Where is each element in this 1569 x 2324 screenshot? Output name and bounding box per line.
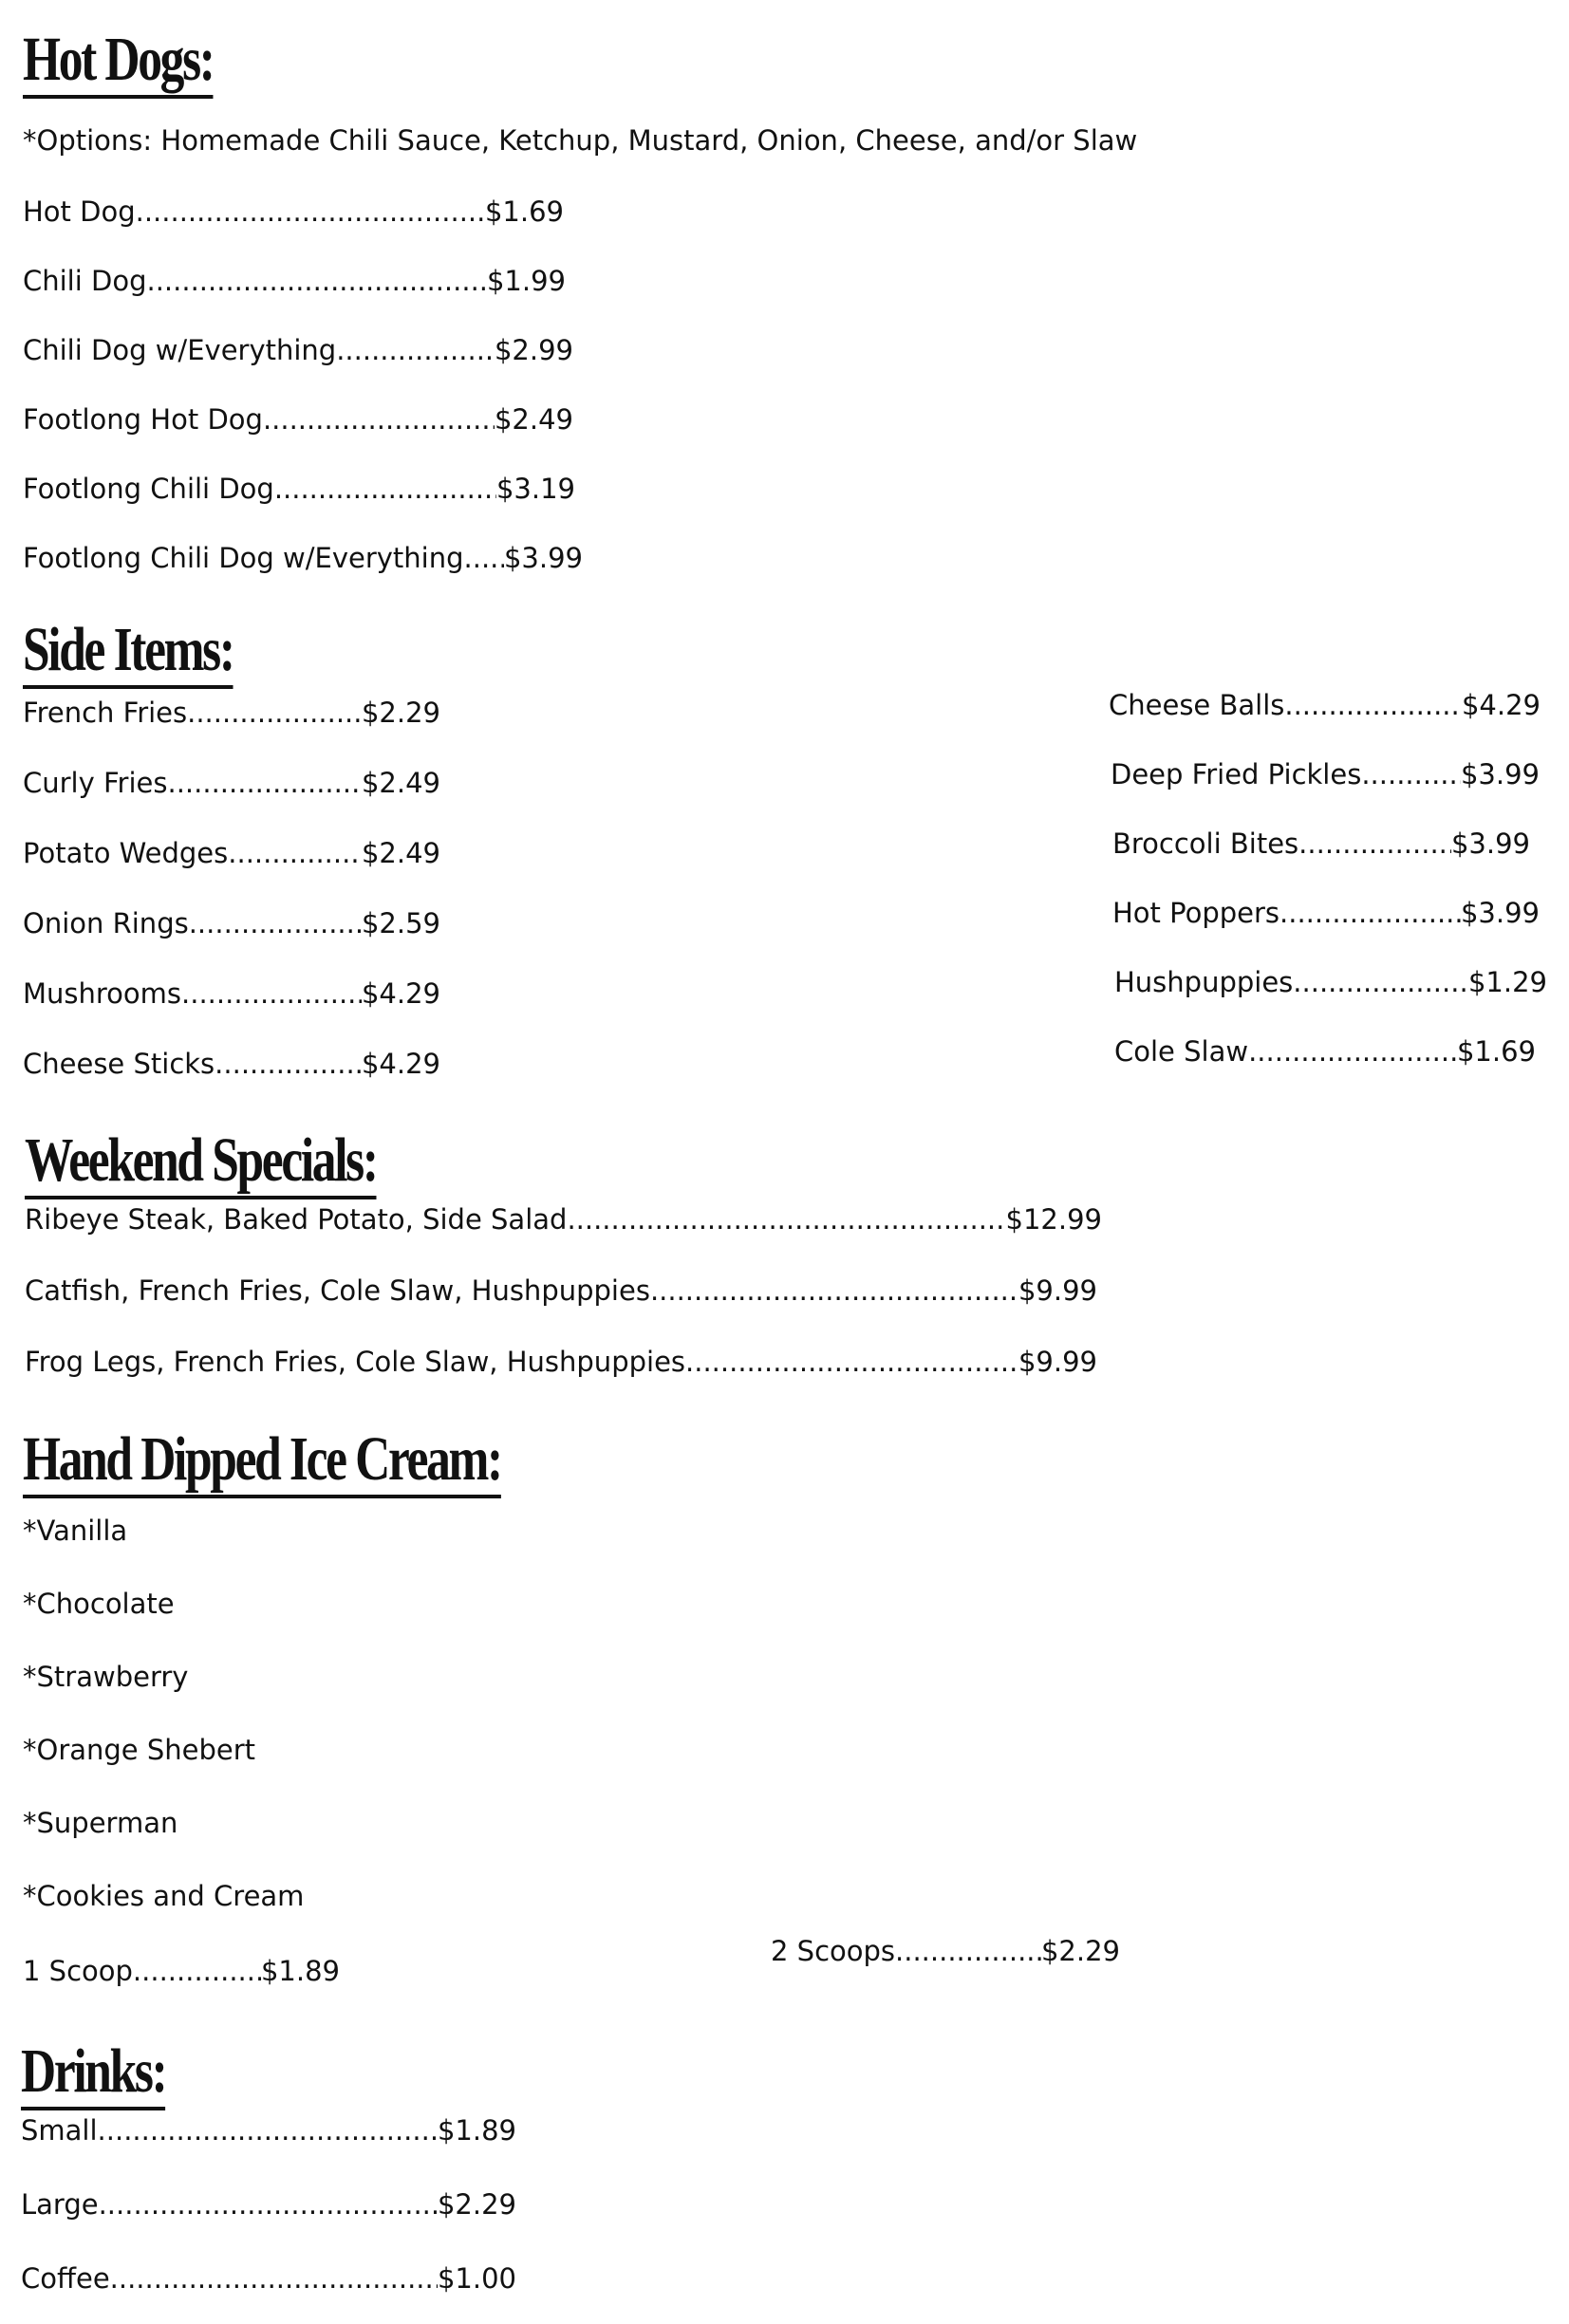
flavor-item: *Vanilla — [23, 1515, 128, 1547]
item-price: $3.99 — [503, 542, 583, 574]
menu-item — [23, 336, 573, 366]
item-name: Footlong Hot Dog — [23, 403, 263, 436]
item-name: Ribeye Steak, Baked Potato, Side Salad — [25, 1203, 568, 1236]
item-price: $2.49 — [361, 837, 440, 869]
menu-item — [23, 698, 440, 729]
weekend-specials-heading: Weekend Specials: — [25, 1129, 377, 1199]
item-price: $4.29 — [361, 1048, 440, 1080]
item-price: $2.49 — [361, 767, 440, 799]
menu-item — [23, 474, 575, 505]
item-name: Onion Rings — [23, 907, 189, 939]
menu-item — [21, 2190, 516, 2221]
item-name: Small — [21, 2114, 98, 2147]
item-name: Broccoli Bites — [1112, 827, 1299, 860]
item-name: Hot Poppers — [1112, 897, 1280, 929]
ice-cream-heading: Hand Dipped Ice Cream: — [23, 1428, 501, 1498]
item-price: $1.69 — [1456, 1035, 1536, 1068]
item-price: $4.29 — [1461, 689, 1541, 721]
item-price: $2.49 — [494, 403, 573, 436]
menu-item — [23, 909, 440, 939]
menu-item — [23, 839, 440, 869]
item-price: $2.29 — [1040, 1935, 1120, 1967]
item-name: Chili Dog w/Everything — [23, 334, 337, 366]
item-name: Hushpuppies — [1114, 966, 1294, 998]
item-price: $1.99 — [486, 265, 566, 297]
item-name: Mushrooms — [23, 977, 182, 1010]
item-name: Footlong Chili Dog — [23, 473, 274, 505]
item-price: $3.19 — [495, 473, 575, 505]
menu-item — [1112, 899, 1540, 929]
item-name: Cole Slaw — [1114, 1035, 1249, 1068]
item-price: $12.99 — [1005, 1203, 1102, 1236]
menu-item — [23, 1050, 440, 1080]
flavor-item: *Superman — [23, 1807, 178, 1839]
item-price: $3.99 — [1460, 897, 1540, 929]
drinks-heading: Drinks: — [21, 2040, 165, 2110]
flavor-item: *Orange Shebert — [23, 1734, 256, 1766]
item-name: Cheese Balls — [1109, 689, 1285, 721]
menu-item — [1109, 691, 1541, 721]
item-name: Footlong Chili Dog w/Everything — [23, 542, 464, 574]
item-name: Large — [21, 2188, 99, 2221]
menu-item — [1114, 1037, 1536, 1068]
item-name: Chili Dog — [23, 265, 147, 297]
item-price: $2.59 — [361, 907, 440, 939]
menu-item — [1111, 760, 1540, 790]
menu-item — [23, 979, 440, 1010]
item-price: $3.99 — [1450, 827, 1530, 860]
hot-dogs-heading: Hot Dogs: — [23, 28, 214, 99]
flavor-item: *Chocolate — [23, 1588, 175, 1620]
menu-item — [1114, 968, 1547, 998]
item-price: $2.99 — [494, 334, 573, 366]
menu-item — [1112, 829, 1530, 860]
item-name: French Fries — [23, 697, 188, 729]
menu-item — [771, 1937, 1120, 1967]
item-price: $3.99 — [1460, 758, 1540, 790]
item-name: Coffee — [21, 2262, 110, 2295]
item-price: $1.89 — [437, 2114, 516, 2147]
item-price: $9.99 — [1018, 1274, 1097, 1307]
menu-item — [23, 267, 566, 297]
item-price: $9.99 — [1018, 1346, 1097, 1378]
item-name: Hot Dog — [23, 195, 136, 228]
menu-item — [23, 1957, 340, 1987]
item-name: Cheese Sticks — [23, 1048, 215, 1080]
flavor-item: *Strawberry — [23, 1661, 189, 1693]
menu-item — [23, 197, 564, 228]
item-price: $4.29 — [361, 977, 440, 1010]
menu-item — [25, 1348, 1097, 1378]
item-name: 2 Scoops — [771, 1935, 896, 1967]
item-price: $1.89 — [260, 1955, 340, 1987]
menu-item — [25, 1205, 1102, 1236]
side-items-heading: Side Items: — [23, 619, 233, 689]
item-price: $1.29 — [1467, 966, 1547, 998]
flavor-item: *Cookies and Cream — [23, 1880, 305, 1912]
item-price: $1.00 — [437, 2262, 516, 2295]
item-name: Frog Legs, French Fries, Cole Slaw, Hushpuppies — [25, 1346, 686, 1378]
item-name: 1 Scoop — [23, 1955, 133, 1987]
menu-item — [21, 2264, 516, 2295]
menu-item — [23, 769, 440, 799]
item-name: Potato Wedges — [23, 837, 229, 869]
item-name: Curly Fries — [23, 767, 168, 799]
menu-item — [23, 544, 583, 574]
menu-item — [25, 1276, 1097, 1307]
item-name: Deep Fried Pickles — [1111, 758, 1362, 790]
item-name: Catfish, French Fries, Cole Slaw, Hushpuppies — [25, 1274, 650, 1307]
menu-item — [21, 2116, 516, 2147]
item-price: $2.29 — [437, 2188, 516, 2221]
menu-item — [23, 405, 573, 436]
hot-dogs-options: *Options: Homemade Chili Sauce, Ketchup, Mustard, Onion, Cheese, and/or Slaw — [23, 124, 1138, 157]
item-price: $1.69 — [484, 195, 564, 228]
item-price: $2.29 — [361, 697, 440, 729]
